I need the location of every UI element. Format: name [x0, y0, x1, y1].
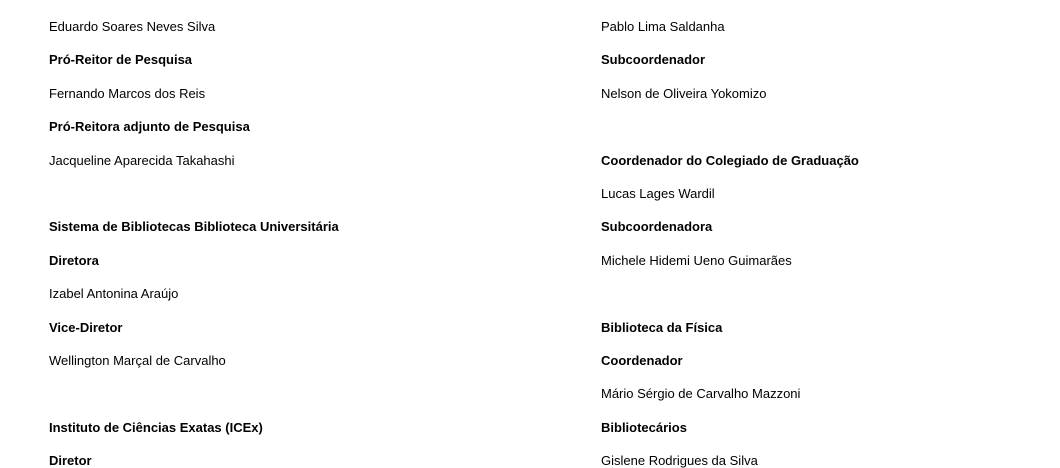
- role-heading: Subcoordenadora: [601, 219, 713, 234]
- section-heading: Sistema de Bibliotecas Biblioteca Universitária: [49, 219, 339, 234]
- person-name: Michele Hidemi Ueno Guimarães: [601, 253, 792, 268]
- person-name: Wellington Marçal de Carvalho: [49, 353, 226, 368]
- role-heading: Diretor: [49, 453, 92, 468]
- role-heading: Pró-Reitora adjunto de Pesquisa: [49, 119, 250, 134]
- person-name: Lucas Lages Wardil: [601, 186, 715, 201]
- role-heading: Pró-Reitor de Pesquisa: [49, 52, 193, 67]
- role-heading: Diretora: [49, 253, 99, 268]
- person-name: Eduardo Soares Neves Silva: [49, 19, 216, 34]
- role-heading: Vice-Diretor: [49, 320, 123, 335]
- person-name: Pablo Lima Saldanha: [601, 19, 725, 34]
- person-name: Gislene Rodrigues da Silva: [601, 453, 758, 468]
- role-heading: Bibliotecários: [601, 420, 687, 435]
- role-heading: Coordenador: [601, 353, 683, 368]
- person-name: Mário Sérgio de Carvalho Mazzoni: [601, 386, 801, 401]
- person-name: Izabel Antonina Araújo: [49, 286, 179, 301]
- person-name: Nelson de Oliveira Yokomizo: [601, 86, 767, 101]
- section-heading: Instituto de Ciências Exatas (ICEx): [49, 420, 263, 435]
- person-name: Jacqueline Aparecida Takahashi: [49, 153, 235, 168]
- section-heading: Biblioteca da Física: [601, 320, 723, 335]
- person-name: Fernando Marcos dos Reis: [49, 86, 206, 101]
- role-heading: Subcoordenador: [601, 52, 706, 67]
- role-heading: Coordenador do Colegiado de Graduação: [601, 153, 859, 168]
